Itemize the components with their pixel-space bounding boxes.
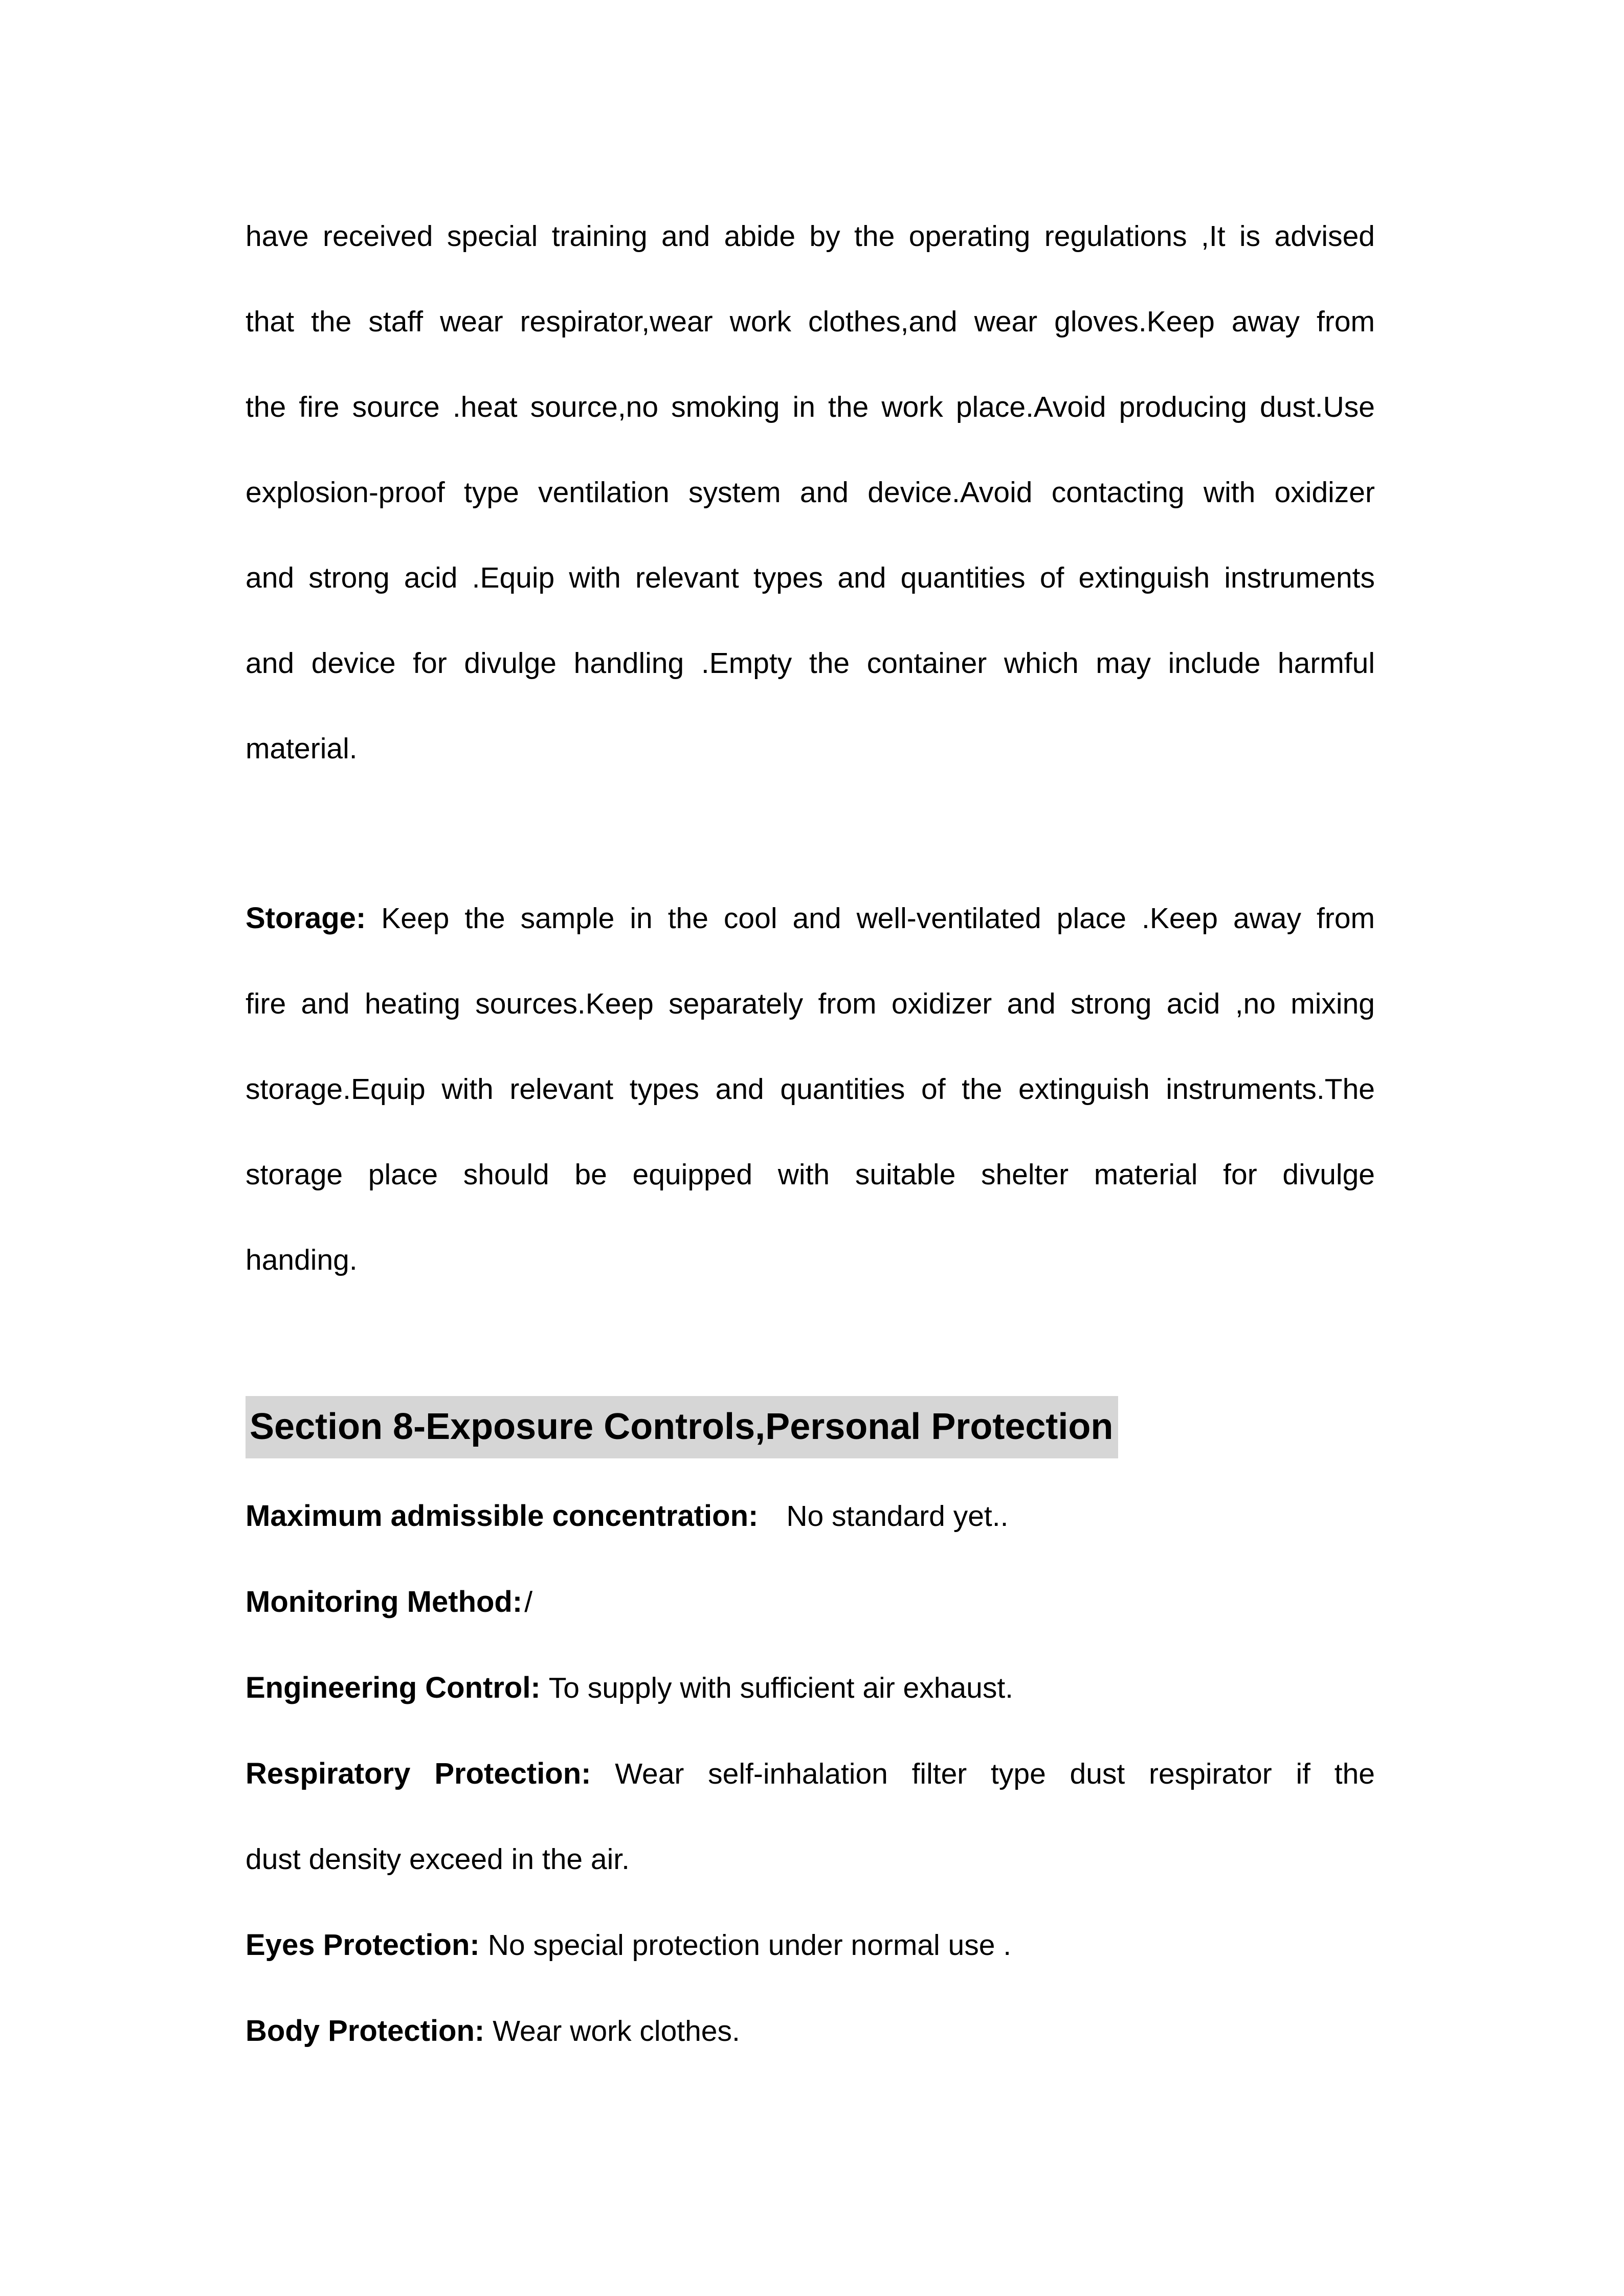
monitoring-method-value: / (524, 1586, 533, 1618)
max-admissible-concentration-label: Maximum admissible concentration: (246, 1499, 759, 1533)
respiratory-protection-label: Respiratory Protection: (246, 1757, 591, 1790)
section-8-header-highlight: Section 8-Exposure Controls,Personal Protection (246, 1396, 1118, 1458)
handling-paragraph (246, 194, 1375, 792)
respiratory-protection-value-line1: Wear self-inhalation filter type dust respirator if the (615, 1758, 1375, 1790)
monitoring-method-label: Monitoring Method: (246, 1585, 523, 1618)
storage-paragraph-line (246, 875, 1375, 961)
body-protection-value: Wear work clothes. (493, 2015, 740, 2047)
eyes-protection-row (246, 1902, 1375, 1988)
storage-paragraph-line: storage place should be equipped with suitable shelter material for divulge (246, 1158, 1375, 1191)
eyes-protection-value: No special protection under normal use . (487, 1929, 1012, 1962)
respiratory-protection-row (246, 1731, 1375, 1817)
body-protection-row (246, 1988, 1375, 2074)
body-protection-label: Body Protection: (246, 2014, 485, 2047)
handling-paragraph-line: and strong acid .Equip with relevant types and quantities of extinguish instruments (246, 561, 1375, 594)
storage-paragraph-line: storage.Equip with relevant types and quantities of the extinguish instruments.The (246, 1073, 1375, 1106)
max-admissible-concentration-value: No standard yet.. (786, 1500, 1009, 1533)
section-8-header (246, 1395, 1473, 1459)
handling-paragraph-line: have received special training and abide by the operating regulations ,It is advised (246, 220, 1375, 253)
engineering-control-row (246, 1645, 1375, 1731)
handling-paragraph-last-line: material. (246, 732, 358, 765)
monitoring-method-row (246, 1559, 1375, 1645)
storage-first-line-text: Keep the sample in the cool and well-ventilated place .Keep away from (381, 902, 1375, 935)
respiratory-protection-wrap-line: dust density exceed in the air. (246, 1843, 630, 1876)
handling-paragraph-line: and device for divulge handling .Empty the container which may include harmful (246, 647, 1375, 680)
engineering-control-value: To supply with sufficient air exhaust. (548, 1672, 1013, 1704)
eyes-protection-label: Eyes Protection: (246, 1928, 480, 1962)
max-admissible-concentration-row (246, 1473, 1375, 1559)
storage-paragraph-last-line: handing. (246, 1244, 358, 1276)
exposure-controls-list (246, 1473, 1375, 2074)
handling-paragraph-line: explosion-proof type ventilation system and device.Avoid contacting with oxidizer (246, 476, 1375, 509)
storage-label: Storage: (246, 902, 366, 935)
handling-paragraph-line: that the staff wear respirator,wear work clothes,and wear gloves.Keep away from (246, 305, 1375, 338)
handling-paragraph-line: the fire source .heat source,no smoking in the work place.Avoid producing dust.Use (246, 391, 1375, 423)
engineering-control-label: Engineering Control: (246, 1671, 541, 1704)
storage-paragraph-line: fire and heating sources.Keep separately from oxidizer and strong acid ,no mixing (246, 987, 1375, 1020)
storage-paragraph (246, 875, 1375, 1303)
